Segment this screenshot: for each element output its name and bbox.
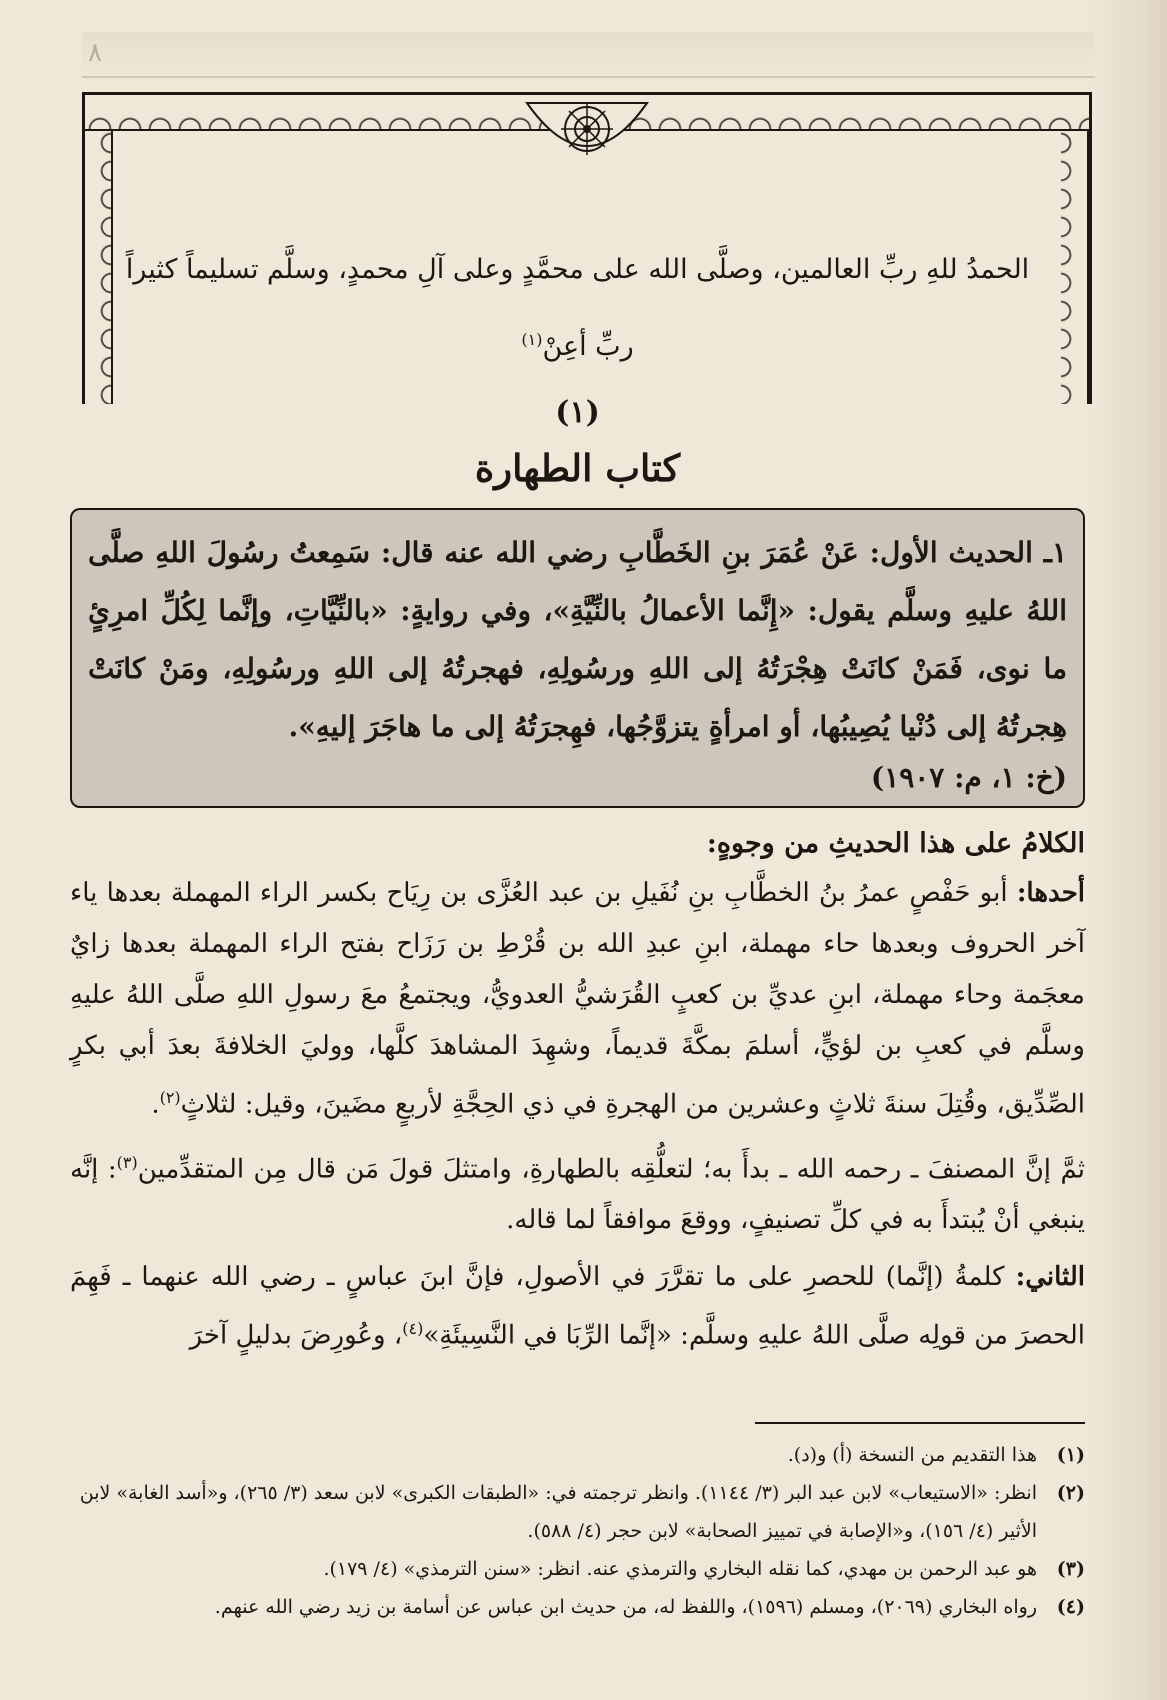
commentary-paragraph-1: أحدها: أبو حَفْصٍ عمرُ بنُ الخطَّابِ بنِ نُفَيلِ بن عبد العُزَّى بن رِيَاح بكسر الراء المهملة بعدها ياء آخر الحروف وبعدها حاء مهملة، ابنِ عبدِ الله بن قُرْطِ بن رَزَاح بفتح الراء المهملة بعدها زايٌ معجَمة وحاء مهملة، ابنِ عديِّ بن كعبٍ القُرَشيُّ العدويُّ، ويجتمعُ معَ رسولِ اللهِ صلَّى اللهُ عليهِ وسلَّم في كعبِ بن لؤيٍّ، أسلمَ بمكَّةَ قديماً، وشهِدَ المشاهدَ كلَّها، ووليَ الخلافةَ بعدَ أبي بكرٍ الصِّدِّيق، وقُتِلَ سنةَ ثلاثٍ وعشرين من الهجرةِ في ذي الحِجَّةِ لأربعٍ مضَينَ، وقيل: لثلاثٍ$^{(٢)}$. xyxy=(70,878,1086,1120)
footnote: (١) هذا التقديم من النسخة (أ) و(د). xyxy=(787,1444,1085,1466)
book-page xyxy=(60,0,1095,1700)
commentary-heading: الكلامُ على هذا الحديثِ من وجوهٍ: xyxy=(706,828,1085,859)
page-number: ٨ xyxy=(88,38,102,68)
commentary xyxy=(70,820,1085,1368)
hadith-box xyxy=(70,508,1085,808)
running-header xyxy=(82,32,1095,78)
ornament-right-band xyxy=(1061,129,1089,404)
ornament-left-band xyxy=(85,129,113,404)
footnote-divider xyxy=(755,1422,1085,1424)
rosette-ornament-icon xyxy=(522,99,652,171)
footnote-ref: (٢) xyxy=(159,1088,181,1107)
hadith-text: ١ـ الحديث الأول: عَنْ عُمَرَ بنِ الخَطَّابِ رضي الله عنه قال: سَمِعتُ رسُولَ اللهِ صلَّى اللهُ عليهِ وسلَّم يقول: «إِنَّما الأعمالُ بالنِّيَّةِ»، وفي روايةٍ: «بالنِّيَّاتِ، وإنَّما لِكُلِّ امرِئٍ ما نوى، فَمَنْ كانَتْ هِجْرَتُهُ إلى اللهِ ورسُولِهِ، فهجرتُهُ إلى اللهِ ورسُولِهِ، ومَنْ كانَتْ هِجرتُهُ إلى دُنْيا يُصِيبُها، أو امرأةٍ يتزوَّجُها، فهِجرَتُهُ إلى ما هاجَرَ إليهِ». xyxy=(88,536,1067,743)
footnote-ref: (١) xyxy=(521,330,543,349)
footnote: (٤) رواه البخاري (٢٠٦٩)، ومسلم (١٥٩٦)، واللفظ له، من حديث ابن عباس عن أسامة بن زيد رضي الله عنهم. xyxy=(214,1596,1085,1618)
footnotes xyxy=(70,1436,1085,1626)
basmala-intro: الحمدُ للهِ ربِّ العالمين، وصلَّى الله على محمَّدٍ وعلى آلِ محمدٍ، وسلَّم تسليماً كثيراً xyxy=(125,254,1030,285)
hadith-source: (خ: ١، م: ١٩٠٧) xyxy=(870,761,1067,794)
commentary-paragraph-2: ثمَّ إنَّ المصنفَ ـ رحمه الله ـ بدأَ به؛ لتعلُّقِه بالطهارةِ، وامتثلَ قولَ مَن قال مِن المتقدِّمين$^{(٣)}$: إنَّه ينبغي أنْ يُبتدأَ به في كلِّ تصنيفٍ، ووقعَ موافقاً لما قاله. xyxy=(70,1152,1085,1236)
section-number: (١) xyxy=(555,395,600,430)
footnote-ref: (٣) xyxy=(116,1152,138,1172)
footnote-ref: (٤) xyxy=(402,1319,424,1339)
commentary-paragraph-3: الثاني: كلمةُ (إنَّما) للحصرِ على ما تقرَّرَ في الأصولِ، فإنَّ ابنَ عباسٍ ـ رضي الله عنهما ـ فَهِمَ الحصرَ من قولِه صلَّى اللهُ عليهِ وسلَّم: «إنَّما الرِّبَا في النَّسِيئَةِ»$^{(٤)}$، وعُورِضَ بدليلٍ آخرَ xyxy=(70,1262,1086,1351)
footnote: (٣) هو عبد الرحمن بن مهدي، كما نقله البخاري والترمذي عنه. انظر: «سنن الترمذي» (٤/ ١٧٩). xyxy=(323,1558,1085,1580)
intro-supplication: ربِّ أعِنْ$^{(١)}$ xyxy=(521,330,634,362)
footnote: (٢) انظر: «الاستيعاب» لابن عبد البر (٣/ ١١٤٤). وانظر ترجمته في: «الطبقات الكبرى» لابن سعد (٣/ ٢٦٥)، و«أسد الغابة» لابن الأثير (٤/ ١٥٦)، و«الإصابة في تمييز الصحابة» لابن حجر (٤/ ٥٨٨). xyxy=(79,1482,1085,1542)
book-title: كتاب الطهارة xyxy=(474,446,681,490)
page-edge xyxy=(1087,0,1167,1700)
